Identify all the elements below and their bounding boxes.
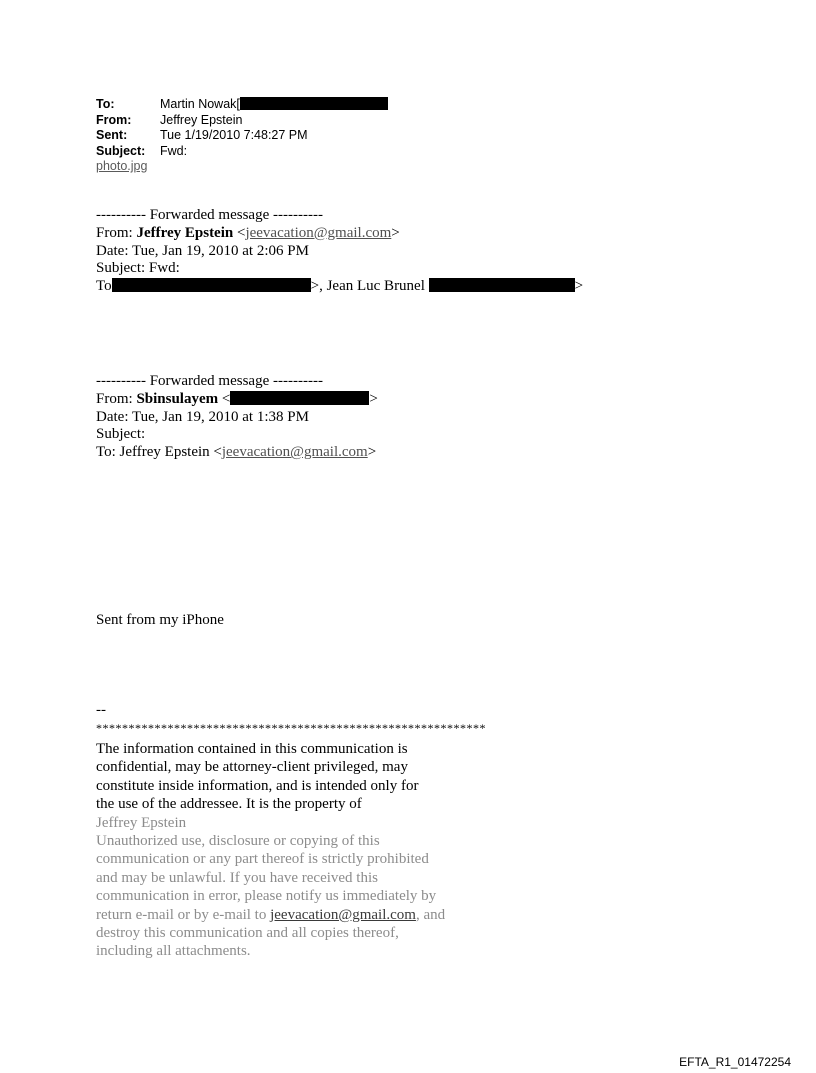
disclaimer-line: constitute inside information, and is intended only for — [96, 777, 419, 794]
email-header — [96, 97, 388, 175]
email-link[interactable]: jeevacation@gmail.com — [245, 224, 392, 241]
to-label: To: — [96, 97, 115, 111]
redaction-bar — [429, 278, 575, 292]
sent-label: Sent: — [96, 128, 128, 142]
forward-to: To >, Jean Luc Brunel > — [96, 278, 584, 295]
forward-from: From: Sbinsulayem < > — [96, 390, 378, 407]
redaction-bar — [230, 391, 369, 405]
signature-line: Sent from my iPhone — [96, 612, 224, 628]
from-value: Jeffrey Epstein — [160, 112, 243, 127]
to-value: Martin Nowak[ — [160, 97, 240, 111]
forward-date: Date: Tue, Jan 19, 2010 at 2:06 PM — [96, 242, 309, 259]
forwarded-message-2 — [96, 373, 378, 462]
subject-value: Fwd: — [160, 143, 188, 158]
disclaimer-line: Jeffrey Epstein — [96, 814, 187, 831]
disclaimer-line: confidential, may be attorney-client privileged, may — [96, 759, 408, 776]
disclaimer-line: return e-mail or by e-mail to jeevacation@gmail.com, and — [96, 906, 446, 923]
disclaimer-line: the use of the addressee. It is the property of — [96, 796, 362, 813]
forward-to: To: Jeffrey Epstein <jeevacation@gmail.com> — [96, 444, 377, 461]
subject-label: Subject: — [96, 143, 146, 158]
from-row — [96, 113, 388, 129]
disclaimer-line: communication or any part thereof is strictly prohibited — [96, 851, 429, 868]
disclaimer-line: Unauthorized use, disclosure or copying of this — [96, 833, 380, 850]
forward-subject: Subject: Fwd: — [96, 260, 180, 277]
sender-name: Sbinsulayem — [136, 390, 219, 407]
subject-row — [96, 144, 388, 160]
confidentiality-disclaimer — [96, 740, 445, 961]
redaction-bar — [240, 97, 388, 110]
forward-from: From: Jeffrey Epstein <jeevacation@gmail.com> — [96, 224, 400, 241]
forwarded-message-1 — [96, 207, 583, 296]
sent-row — [96, 128, 388, 144]
forward-date: Date: Tue, Jan 19, 2010 at 1:38 PM — [96, 408, 309, 425]
forward-marker: ---------- Forwarded message ---------- — [96, 207, 323, 223]
redaction-bar — [112, 278, 311, 292]
sender-name: Jeffrey Epstein — [136, 224, 234, 241]
disclaimer-line: and may be unlawful. If you have received this — [96, 869, 378, 886]
document-id: EFTA_R1_01472254 — [679, 1055, 791, 1069]
asterisk-divider: ************************************************************ — [96, 721, 486, 735]
to-row — [96, 97, 388, 113]
from-label: From: — [96, 112, 132, 127]
disclaimer-line: The information contained in this communication is — [96, 741, 408, 757]
forward-marker: ---------- Forwarded message ---------- — [96, 373, 323, 389]
email-link[interactable]: jeevacation@gmail.com — [270, 906, 416, 923]
disclaimer-line: communication in error, please notify us immediately by — [96, 888, 437, 905]
disclaimer-line: including all attachments. — [96, 943, 251, 960]
email-link[interactable]: jeevacation@gmail.com — [221, 444, 368, 461]
forward-subject: Subject: — [96, 426, 146, 443]
disclaimer-line: destroy this communication and all copies thereof, — [96, 925, 399, 942]
attachment-link[interactable]: photo.jpg — [96, 159, 148, 173]
sent-value: Tue 1/19/2010 7:48:27 PM — [160, 128, 308, 142]
signature-separator: -- — [96, 702, 106, 718]
